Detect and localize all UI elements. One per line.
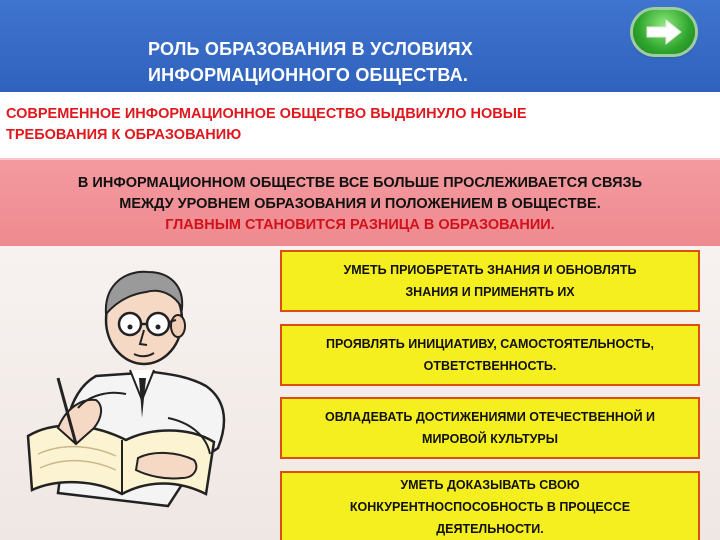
requirement-box-3 bbox=[280, 397, 700, 459]
slide-header bbox=[0, 0, 720, 92]
arrow-right-icon bbox=[644, 18, 684, 46]
banner-line-2: МЕЖДУ УРОВНЕМ ОБРАЗОВАНИЯ И ПОЛОЖЕНИЕМ В ОБЩЕСТВЕ. bbox=[119, 196, 601, 212]
requirement-3-line-2: МИРОВОЙ КУЛЬТУРЫ bbox=[422, 432, 558, 446]
requirement-4-line-2: КОНКУРЕНТНОСПОСОБНОСТЬ В ПРОЦЕССЕ bbox=[349, 499, 631, 514]
requirement-box-1 bbox=[280, 250, 700, 312]
requirement-box-4 bbox=[280, 471, 700, 540]
requirement-4-line-3: ДЕЯТЕЛЬНОСТИ. bbox=[436, 521, 544, 536]
slide-title bbox=[148, 36, 588, 88]
banner-line-1: В ИНФОРМАЦИОННОМ ОБЩЕСТВЕ ВСЕ БОЛЬШЕ ПРОСЛЕЖИВАЕТСЯ СВЯЗЬ bbox=[77, 175, 643, 191]
subtitle-line-2: ТРЕБОВАНИЯ К ОБРАЗОВАНИЮ bbox=[6, 127, 242, 143]
title-line-2: ИНФОРМАЦИОННОГО ОБЩЕСТВА. bbox=[148, 65, 469, 85]
title-line-1: РОЛЬ ОБРАЗОВАНИЯ В УСЛОВИЯХ bbox=[148, 39, 473, 59]
next-slide-button[interactable] bbox=[633, 10, 695, 54]
scientist-writing-icon bbox=[18, 258, 268, 528]
requirement-2-line-2: ОТВЕТСТВЕННОСТЬ. bbox=[423, 359, 557, 373]
requirement-1-line-2: ЗНАНИЯ И ПРИМЕНЯТЬ ИХ bbox=[405, 285, 575, 299]
banner-line-3: ГЛАВНЫМ СТАНОВИТСЯ РАЗНИЦА В ОБРАЗОВАНИИ. bbox=[165, 217, 555, 233]
requirement-1-line-1: УМЕТЬ ПРИОБРЕТАТЬ ЗНАНИЯ И ОБНОВЛЯТЬ bbox=[343, 263, 637, 277]
requirement-2-line-1: ПРОЯВЛЯТЬ ИНИЦИАТИВУ, САМОСТОЯТЕЛЬНОСТЬ, bbox=[325, 337, 654, 351]
subtitle-line-1: СОВРЕМЕННОЕ ИНФОРМАЦИОННОЕ ОБЩЕСТВО ВЫДВИНУЛО НОВЫЕ bbox=[6, 106, 527, 122]
requirement-3-line-1: ОВЛАДЕВАТЬ ДОСТИЖЕНИЯМИ ОТЕЧЕСТВЕННОЙ И bbox=[324, 410, 656, 424]
info-banner bbox=[0, 158, 720, 246]
requirement-box-2 bbox=[280, 324, 700, 386]
requirement-4-line-1: УМЕТЬ ДОКАЗЫВАТЬ СВОЮ bbox=[400, 477, 580, 492]
subtitle bbox=[6, 104, 706, 146]
